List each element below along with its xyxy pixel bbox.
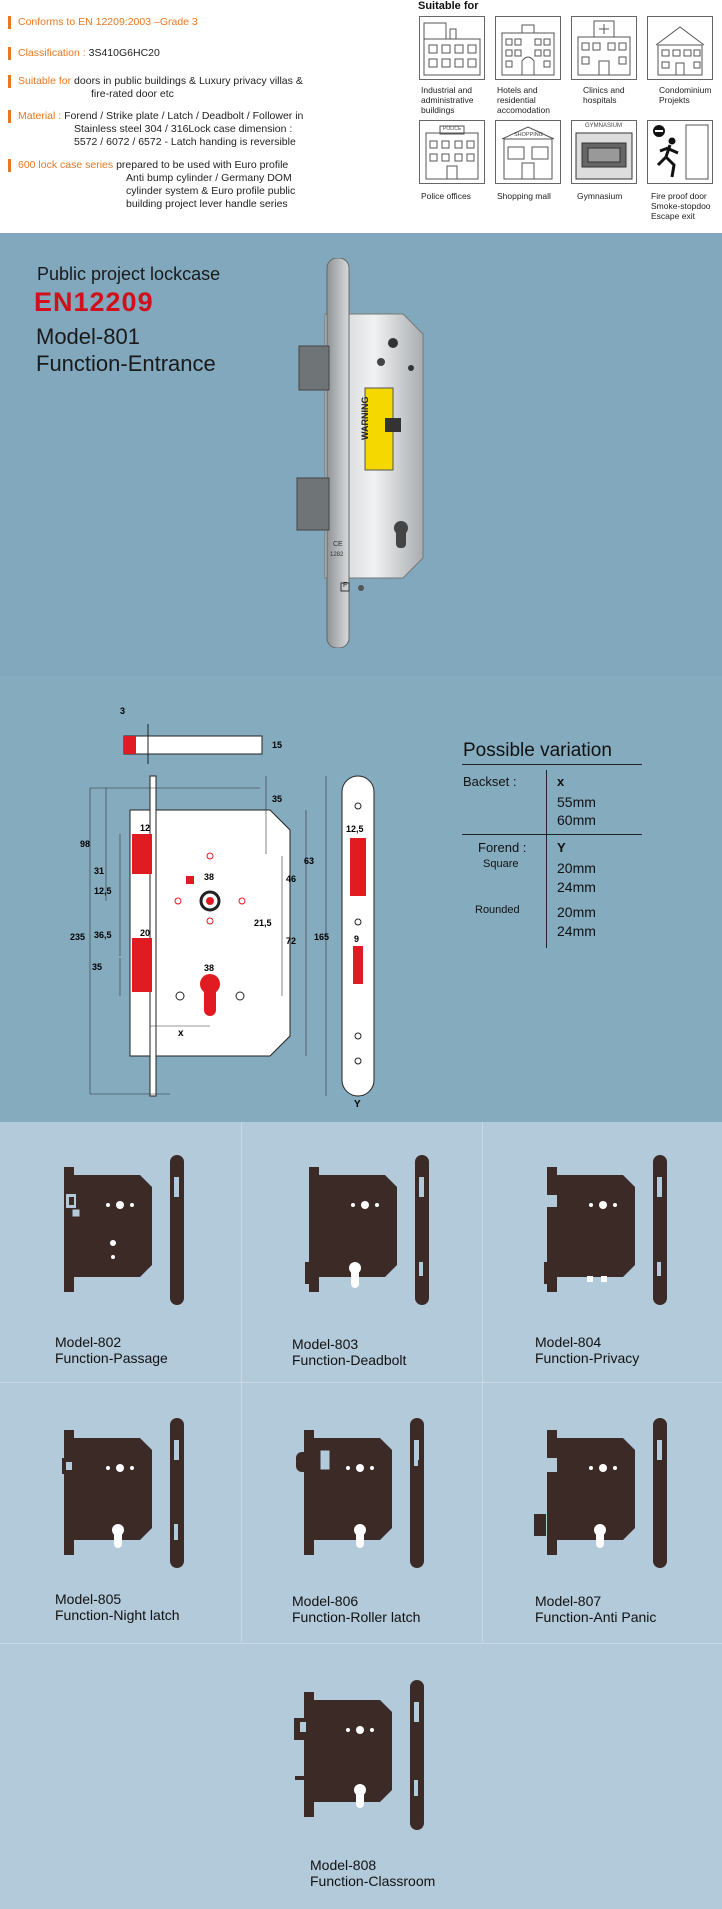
ce-number: 1282 (330, 552, 344, 558)
lock-806-thumb (304, 1418, 424, 1568)
caption-shopping: Shopping mall (497, 191, 551, 201)
dim-35-lower: 35 (92, 962, 103, 972)
dim-y: Y (354, 1099, 361, 1110)
warning-label: WARNING (360, 396, 370, 440)
model-function: Function-Classroom (310, 1873, 436, 1889)
backset-60: 60mm (557, 812, 596, 828)
model-function: Function-Passage (55, 1350, 168, 1366)
rounded-20: 20mm (557, 904, 596, 920)
dim-35: 35 (272, 794, 283, 804)
info-classification: Classification : 3S410G6HC20 (8, 47, 160, 60)
f-mark: F (343, 582, 348, 589)
model-803-card (292, 1336, 406, 1368)
forend-col: Y (557, 840, 566, 855)
caption-industrial: Industrial and administrative buildings (421, 85, 474, 115)
lock-802-thumb (64, 1155, 184, 1305)
hero-function: Function-Entrance (36, 351, 216, 376)
dim-72: 72 (286, 936, 297, 946)
dim-38-top: 38 (204, 872, 215, 882)
dim-38-bottom: 38 (204, 963, 215, 973)
model-function: Function-Night latch (55, 1607, 180, 1623)
model-807-card (535, 1593, 656, 1625)
variation-title: Possible variation (463, 740, 612, 761)
suitable-title: Suitable for (418, 0, 479, 12)
lock-808-thumb (304, 1680, 424, 1830)
model-805-card (55, 1591, 180, 1623)
model-name: Model-806 (292, 1593, 359, 1609)
model-name: Model-803 (292, 1336, 359, 1352)
ce-mark: CE (333, 541, 343, 548)
dim-21-5: 21,5 (254, 918, 272, 928)
model-function: Function-Deadbolt (292, 1352, 407, 1368)
model-name: Model-802 (55, 1334, 122, 1350)
dim-12: 12 (140, 823, 151, 833)
lock-804-thumb (547, 1155, 667, 1305)
dim-31: 31 (94, 866, 105, 876)
info-suitable: Suitable for doors in public buildings & Luxury privacy villas & fire-rated door etc (8, 75, 303, 101)
square-20: 20mm (557, 860, 596, 876)
dim-63: 63 (304, 856, 315, 866)
dim-9: 9 (354, 934, 360, 944)
model-function: Function-Privacy (535, 1350, 640, 1366)
model-804-card (535, 1334, 639, 1366)
forend-label: Forend : (478, 840, 527, 855)
dim-12-5-forend: 12,5 (346, 824, 364, 834)
rounded-label: Rounded (475, 904, 520, 916)
hero-model: Model-801 (36, 324, 140, 349)
lock-805-thumb (64, 1418, 184, 1568)
info-series: 600 lock case series prepared to be used with Euro profile Anti bump cylinder / Germany DOM cylinder system & Euro profile public building project lever handle series (8, 159, 295, 211)
caption-gymnasium: Gymnasium (577, 191, 623, 201)
model-806-card (292, 1593, 420, 1625)
dim-46: 46 (286, 874, 297, 884)
model-802-card (55, 1334, 168, 1366)
model-function: Function-Roller latch (292, 1609, 421, 1625)
gymnasium-sign: GYMNASIUM (585, 123, 623, 129)
square-label: Square (483, 858, 519, 870)
caption-hotels: Hotels and residential accomodation (497, 85, 550, 115)
model-name: Model-807 (535, 1593, 602, 1609)
dim-20: 20 (140, 928, 151, 938)
square-24: 24mm (557, 879, 596, 895)
dim-98: 98 (80, 839, 91, 849)
backset-55: 55mm (557, 794, 596, 810)
rounded-24: 24mm (557, 923, 596, 939)
dim-235-left: 235 (70, 932, 86, 942)
info-standard: Conforms to EN 12209:2003 –Grade 3 (8, 16, 198, 29)
police-sign: POLICE (443, 126, 462, 132)
lock-807-thumb (547, 1418, 667, 1568)
shopping-sign: SHOPPING (514, 132, 544, 138)
caption-police: Police offices (421, 191, 471, 201)
caption-clinics: Clinics and hospitals (583, 85, 625, 105)
backset-label: Backset : (463, 774, 517, 789)
caption-condominium: Condominium Projekts (659, 85, 712, 105)
model-name: Model-805 (55, 1591, 122, 1607)
dim-x: x (178, 1028, 184, 1039)
backset-col: x (557, 774, 565, 789)
model-name: Model-804 (535, 1334, 602, 1350)
caption-fire-exit: Fire proof door Smoke-stopdoo Escape exit (651, 191, 711, 221)
hero-standard: EN12209 (34, 287, 154, 317)
hero-subtitle: Public project lockcase (37, 264, 221, 284)
dim-12-5: 12,5 (94, 886, 112, 896)
lock-803-thumb (309, 1155, 429, 1305)
dim-3: 3 (120, 706, 126, 716)
model-function: Function-Anti Panic (535, 1609, 657, 1625)
dim-36-5: 36,5 (94, 930, 112, 940)
dim-165: 165 (314, 932, 330, 942)
dim-15: 15 (272, 740, 283, 750)
model-name: Model-808 (310, 1857, 377, 1873)
info-material: Material : Forend / Strike plate / Latch / Deadbolt / Follower in Stainless steel 304 / 316Lock case dimension : 5572 / 6072 / 6572 - Latch handing is reversible (8, 110, 303, 149)
model-808-card (310, 1857, 435, 1889)
